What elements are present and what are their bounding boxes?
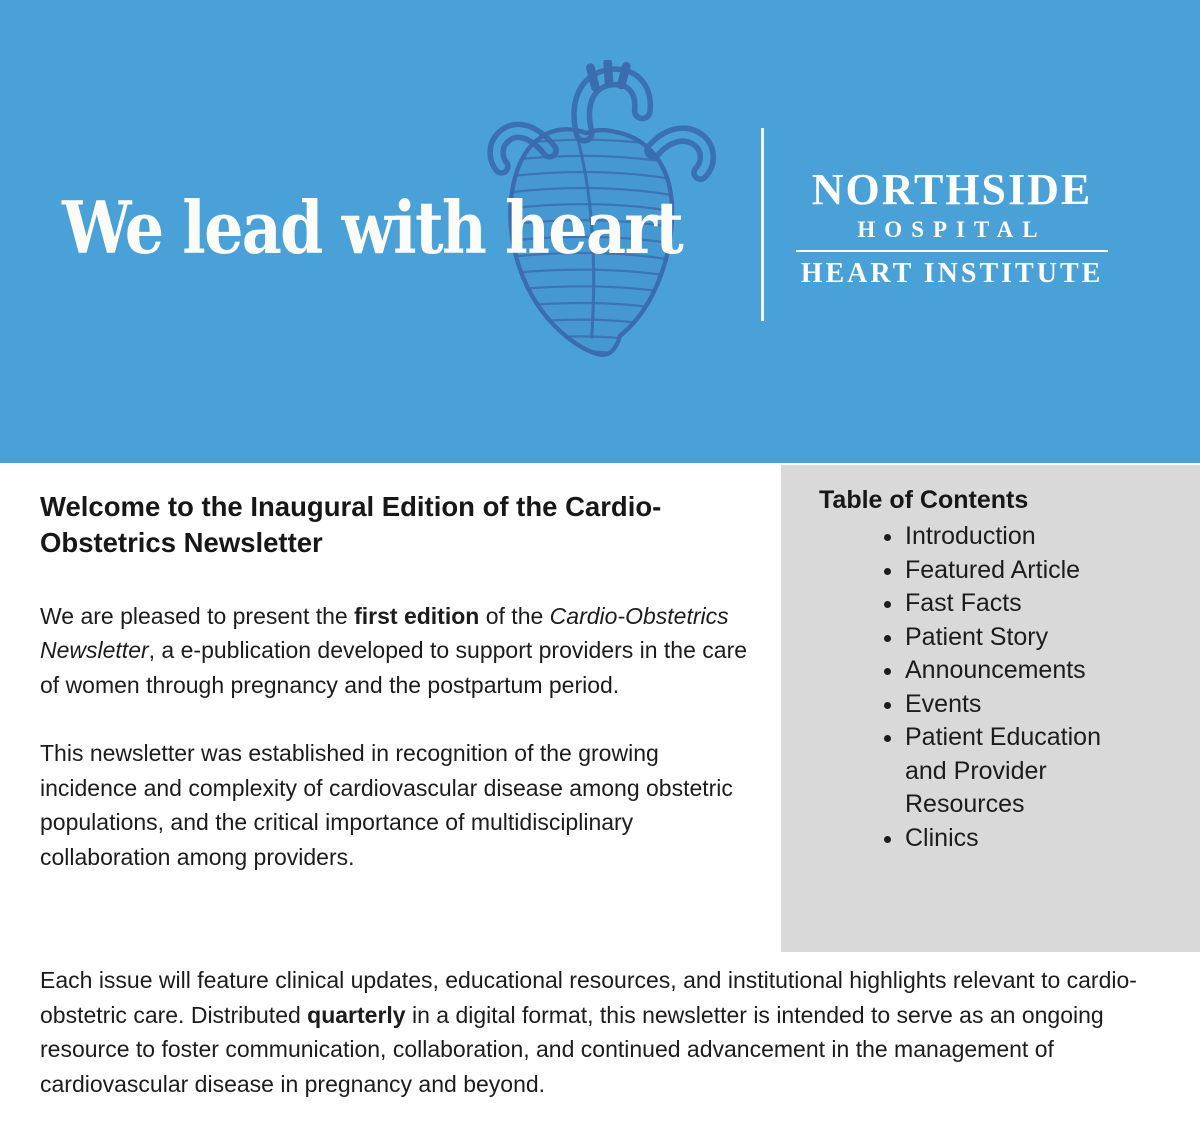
logo-heart-institute: HEART INSTITUTE (800, 258, 1104, 289)
toc-item-introduction[interactable]: • Introduction (905, 520, 1129, 554)
toc-list (819, 520, 1180, 855)
toc-title: Table of Contents (819, 486, 1029, 514)
banner (0, 0, 1200, 463)
article-paragraph-3: Each issue will feature clinical updates, educational resources, and institutional highlights relevant to cardio-obstetric care. Distributed quarterly in a digital format, this newsletter is intended to serve as an ongoing resource to foster communication, collaboration, and continued advancement in the management of cardiovascular disease in pregnancy and beyond. (40, 967, 1137, 1097)
article-column (40, 489, 752, 908)
toc-item-patient-education-resources[interactable]: • Patient Education and Provider Resources (905, 721, 1129, 822)
article-paragraph-1: We are pleased to present the first edition of the Cardio-Obstetrics Newsletter, a e-publication developed to support providers in the care of women through pregnancy and the postpartum period. (40, 602, 748, 698)
logo-northside: NORTHSIDE (811, 165, 1093, 214)
article-paragraph-2: This newsletter was established in recognition of the growing incidence and complexity of cardiovascular disease among obstetric populations, and the critical importance of multidisciplinary collaboration among providers. (40, 740, 733, 870)
table-of-contents (781, 465, 1200, 952)
article-heading: Welcome to the Inaugural Edition of the Cardio-Obstetrics Newsletter (40, 491, 662, 559)
banner-tagline: We lead with heart (62, 185, 683, 270)
toc-item-clinics[interactable]: • Clinics (905, 822, 1129, 856)
toc-item-fast-facts[interactable]: • Fast Facts (905, 587, 1129, 621)
banner-divider (761, 128, 764, 321)
toc-item-featured-article[interactable]: • Featured Article (905, 554, 1129, 588)
hospital-logo (796, 165, 1108, 289)
logo-hospital: HOSPITAL (857, 217, 1047, 242)
toc-item-events[interactable]: • Events (905, 688, 1129, 722)
toc-item-announcements[interactable]: • Announcements (905, 654, 1129, 688)
logo-rule (796, 250, 1108, 252)
toc-item-patient-story[interactable]: • Patient Story (905, 621, 1129, 655)
